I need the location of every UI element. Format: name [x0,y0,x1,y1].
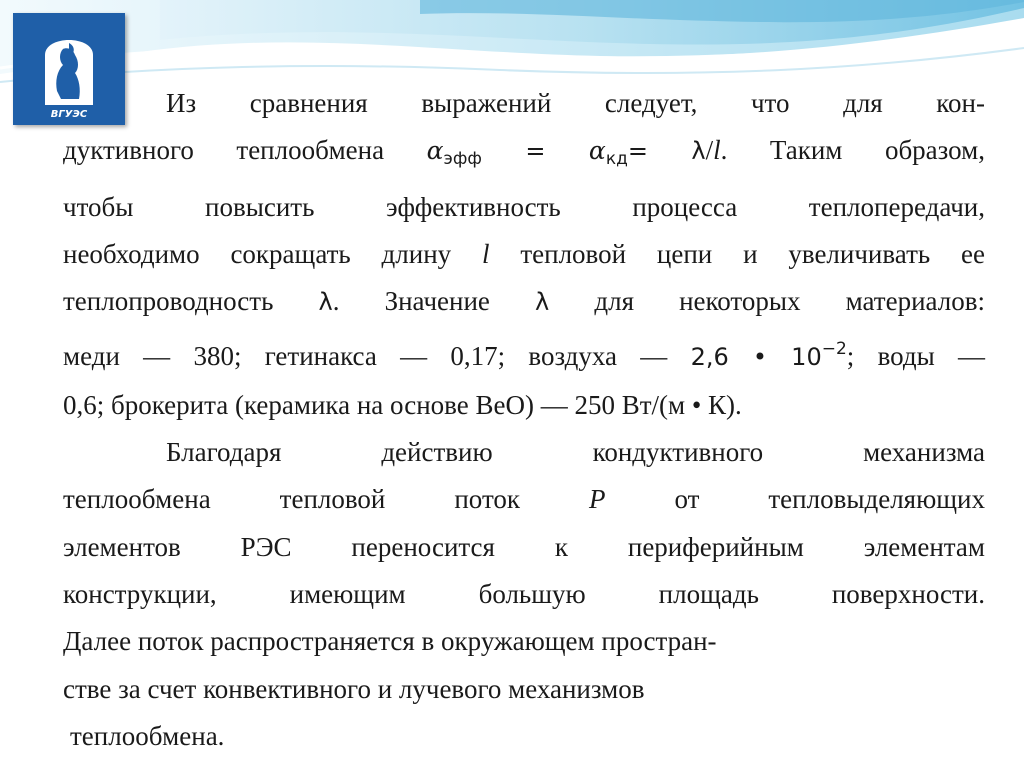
lambda-symbol: λ [535,288,550,317]
paragraph-1-line-7: 0,6; брокерита (керамика на основе BeO) — 250 Вт/(м • К). [63,389,742,420]
paragraph-1-line-2: дуктивного теплообмена $\alpha_{эфф} = \alpha_{кд}= \lambda/l$. Таким образом, [63,135,985,170]
paragraph-2-line-3: элементов РЭС переносится к периферийным элементам [63,531,985,562]
math-value: 2,6 • 10 [690,343,822,372]
paragraph-2-line-7: теплообмена. [70,720,225,751]
paragraph-1-line-6: меди — 380; гетинакса — 0,17; воздуха — 2,6 • $10^{-2}$; воды — [63,339,986,372]
math-exponent: −2 [821,339,847,360]
paragraph-1-line-3: чтобы повысить эффективность процесса теплопередачи, [63,191,985,222]
alpha-symbol: α [426,136,444,166]
paragraph-2-line-6: стве за счет конвективного и лучевого механизмов [63,673,645,704]
lambda-symbol: λ [691,137,706,166]
paragraph-2-line-1: Благодаря действию кондуктивного механизма [166,437,985,468]
subscript-eff: эфф [443,149,482,170]
alpha-symbol: α [588,136,606,166]
paragraph-1-line-4: необходимо сокращать длину l тепловой цепи и увеличивать ее [63,238,985,269]
logo-text: ВГУЭС [50,109,88,120]
paragraph-1-line-5: теплопроводность λ. Значение λ для некоторых материалов: [63,286,985,317]
lambda-symbol: λ [318,288,333,317]
slide-body [63,80,985,760]
paragraph-1-line-1: Из сравнения выражений следует, что для кон- [166,88,985,118]
paragraph-2-line-5: Далее поток распространяется в окружающем простран- [63,626,717,657]
paragraph-2-line-2: теплообмена тепловой поток P от тепловыделяющих [63,484,985,515]
paragraph-2-line-4: конструкции, имеющим большую площадь поверхности. [63,578,985,609]
subscript-kd: кд [605,149,628,170]
